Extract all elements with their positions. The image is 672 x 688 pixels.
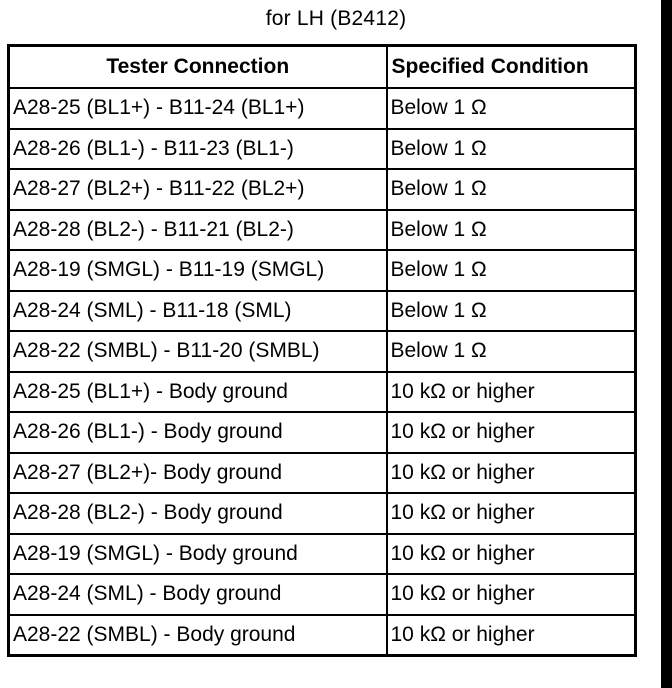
connection-cell: A28-25 (BL1+) - B11-24 (BL1+) (9, 88, 387, 129)
condition-cell: Below 1 Ω (387, 210, 636, 251)
table-row (9, 453, 636, 494)
condition-cell: Below 1 Ω (387, 250, 636, 291)
table-row (9, 331, 636, 372)
condition-cell: Below 1 Ω (387, 169, 636, 210)
condition-cell: Below 1 Ω (387, 291, 636, 332)
connection-cell: A28-27 (BL2+)- Body ground (9, 453, 387, 494)
connection-cell: A28-25 (BL1+) - Body ground (9, 372, 387, 413)
table-row (9, 169, 636, 210)
header-specified-condition: Specified Condition (387, 46, 636, 89)
table-row (9, 493, 636, 534)
condition-cell: 10 kΩ or higher (387, 615, 636, 656)
connection-cell: A28-19 (SMGL) - Body ground (9, 534, 387, 575)
table-row (9, 88, 636, 129)
table-row (9, 129, 636, 170)
condition-cell: Below 1 Ω (387, 331, 636, 372)
condition-cell: 10 kΩ or higher (387, 372, 636, 413)
header-tester-connection: Tester Connection (9, 46, 387, 89)
condition-cell: Below 1 Ω (387, 129, 636, 170)
tester-connection-table (7, 44, 637, 657)
connection-cell: A28-19 (SMGL) - B11-19 (SMGL) (9, 250, 387, 291)
condition-cell: 10 kΩ or higher (387, 412, 636, 453)
connection-cell: A28-24 (SML) - Body ground (9, 574, 387, 615)
table-row (9, 412, 636, 453)
connection-cell: A28-28 (BL2-) - B11-21 (BL2-) (9, 210, 387, 251)
table-row (9, 210, 636, 251)
connection-cell: A28-24 (SML) - B11-18 (SML) (9, 291, 387, 332)
condition-cell: 10 kΩ or higher (387, 453, 636, 494)
table-row (9, 574, 636, 615)
connection-cell: A28-22 (SMBL) - B11-20 (SMBL) (9, 331, 387, 372)
right-edge-bar (661, 0, 672, 688)
condition-cell: 10 kΩ or higher (387, 493, 636, 534)
table-row (9, 291, 636, 332)
connection-cell: A28-26 (BL1-) - Body ground (9, 412, 387, 453)
connection-cell: A28-28 (BL2-) - Body ground (9, 493, 387, 534)
table-row (9, 615, 636, 656)
header-row (9, 46, 636, 89)
table-row (9, 250, 636, 291)
table-row (9, 534, 636, 575)
table-caption: for LH (B2412) (265, 7, 407, 30)
connection-cell: A28-22 (SMBL) - Body ground (9, 615, 387, 656)
condition-cell: 10 kΩ or higher (387, 574, 636, 615)
connection-cell: A28-27 (BL2+) - B11-22 (BL2+) (9, 169, 387, 210)
table-row (9, 372, 636, 413)
connection-cell: A28-26 (BL1-) - B11-23 (BL1-) (9, 129, 387, 170)
condition-cell: 10 kΩ or higher (387, 534, 636, 575)
condition-cell: Below 1 Ω (387, 88, 636, 129)
